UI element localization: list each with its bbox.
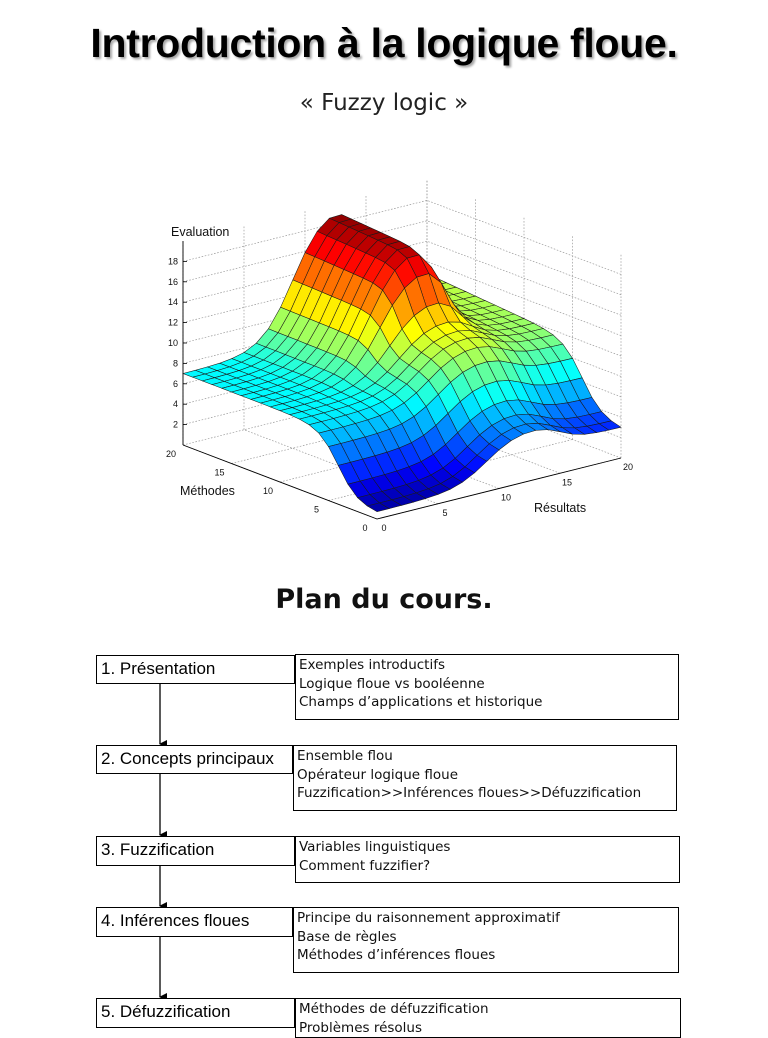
step-5-label: 5. Défuzzification (101, 1002, 231, 1021)
plan-heading: Plan du cours. (275, 584, 493, 615)
page-subtitle: « Fuzzy logic » (299, 90, 469, 116)
step-3-box (96, 836, 295, 866)
step-3-label: 3. Fuzzification (101, 840, 215, 859)
x-tick-label: 10 (262, 486, 274, 496)
step-1-box (96, 655, 295, 684)
page-title: Introduction à la logique floue. (90, 20, 678, 66)
step-2-detail: Fuzzification>>Inférences floues>>Défuzzification (297, 785, 642, 801)
step-5-detail: Méthodes de défuzzification (299, 1001, 489, 1017)
y-tick-label: 10 (500, 492, 512, 503)
x-tick-label: 0 (362, 523, 368, 533)
step-3-detail: Variables linguistiques (299, 839, 451, 855)
step-4-detail: Méthodes d’inférences floues (297, 947, 496, 963)
z-tick-label: 12 (167, 317, 178, 328)
z-tick-label: 8 (172, 358, 178, 369)
step-2-details (293, 745, 677, 811)
step-1-details (295, 654, 679, 720)
step-4-detail: Principe du raisonnement approximatif (297, 910, 560, 926)
step-3-detail: Comment fuzzifier? (299, 857, 431, 874)
z-axis-label: Evaluation (171, 225, 230, 239)
step-2-box (96, 745, 293, 774)
y-tick-label: 15 (561, 477, 573, 488)
z-tick-label: 18 (167, 256, 178, 267)
z-tick-label: 10 (167, 338, 178, 348)
step-2-label: 2. Concepts principaux (101, 749, 274, 768)
step-1-detail: Champs d’applications et historique (299, 694, 543, 710)
step-1-detail: Exemples introductifs (299, 657, 446, 673)
x-tick-label: 15 (214, 467, 225, 478)
step-3-details (295, 836, 680, 883)
y-tick-label: 20 (622, 462, 634, 472)
step-4-box (96, 907, 293, 937)
step-4-details (293, 907, 679, 973)
z-tick-label: 14 (167, 297, 178, 308)
y-tick-label: 5 (442, 507, 448, 518)
y-tick-label: 0 (381, 523, 387, 533)
y-axis-label: Résultats (534, 501, 587, 515)
step-2-detail: Opérateur logique floue (297, 766, 458, 783)
step-4-detail: Base de règles (297, 928, 397, 945)
x-tick-label: 20 (165, 449, 177, 459)
step-2-detail: Ensemble flou (297, 748, 393, 764)
x-tick-label: 5 (313, 504, 320, 515)
step-5-detail: Problèmes résolus (299, 1019, 423, 1036)
z-tick-label: 4 (172, 399, 178, 410)
z-tick-label: 6 (172, 378, 178, 389)
step-4-label: 4. Inférences floues (101, 911, 250, 930)
z-tick-label: 2 (172, 419, 178, 430)
step-1-label: 1. Présentation (101, 659, 216, 678)
step-5-details (295, 998, 681, 1038)
z-tick-label: 16 (167, 276, 178, 287)
step-1-detail: Logique floue vs booléenne (299, 675, 485, 692)
x-axis-label: Méthodes (180, 484, 235, 498)
